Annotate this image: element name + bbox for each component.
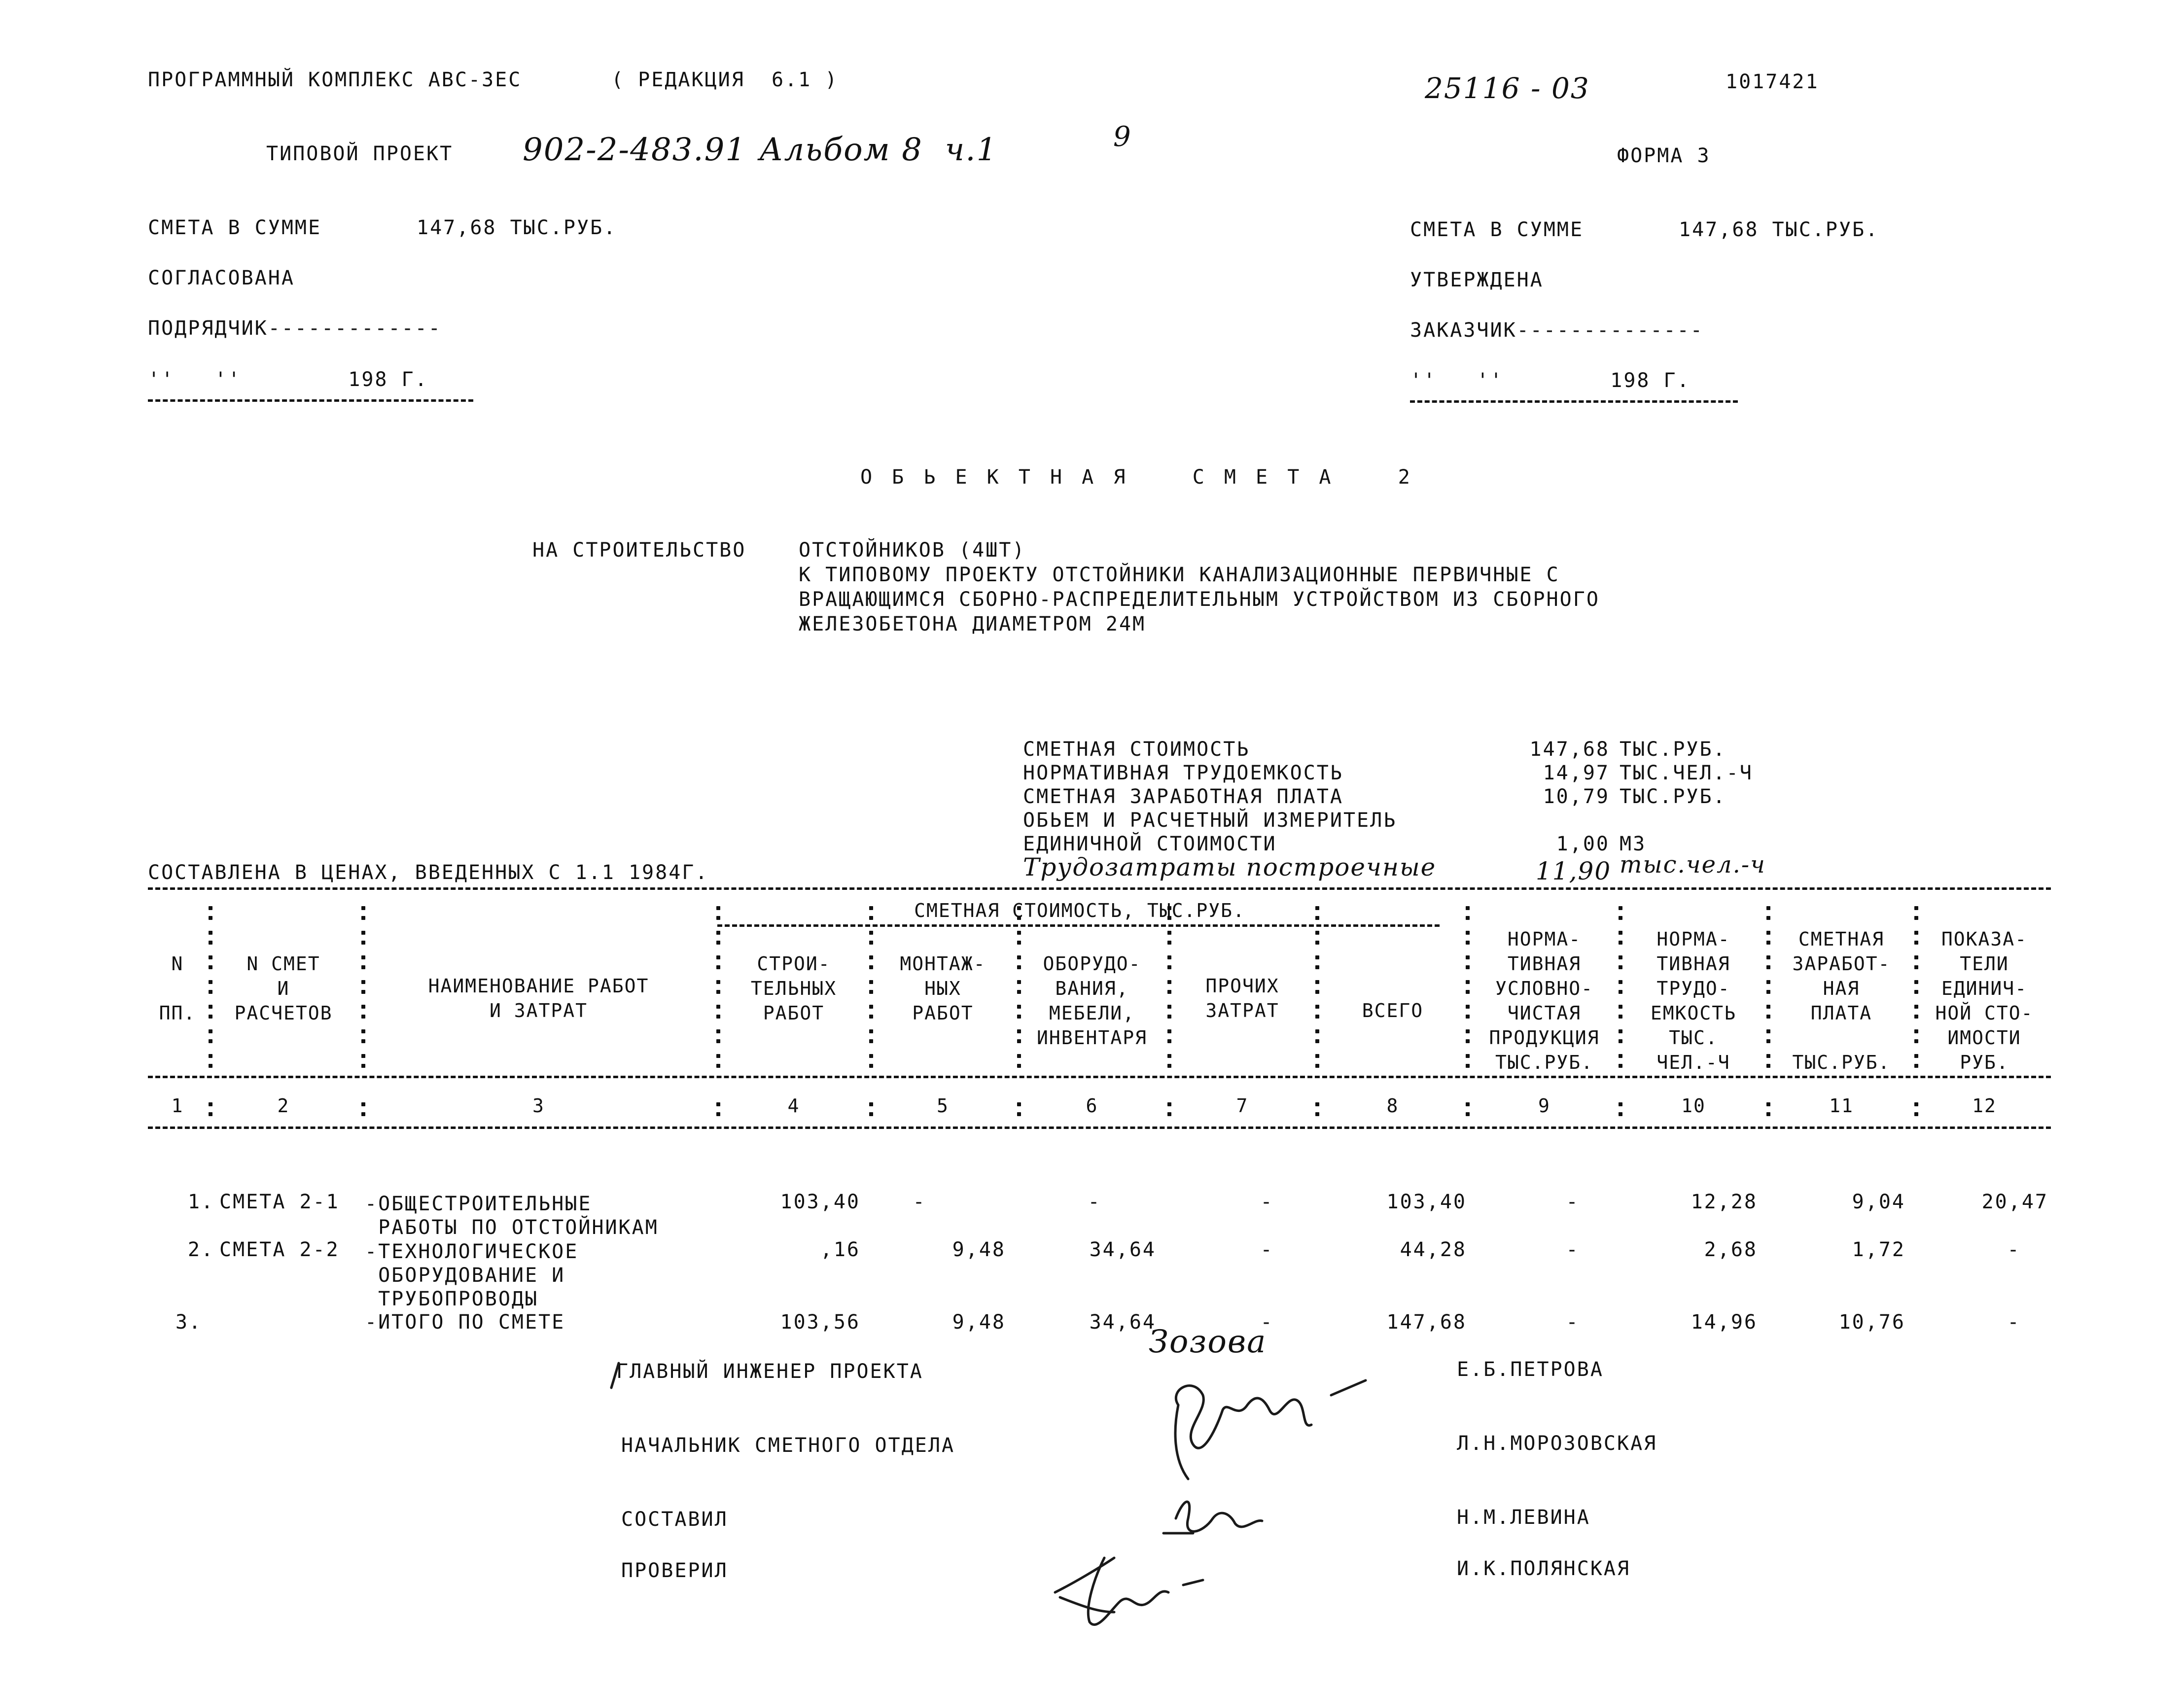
row3-c9: - <box>1566 1311 1580 1334</box>
subject-line-1: ОТСТОЙНИКОВ (4ШТ) <box>799 539 1026 562</box>
subject-line-4: ЖЕЛЕЗОБЕТОНА ДИАМЕТРОМ 24М <box>799 613 1146 635</box>
header-col-2: N СМЕТ И РАСЧЕТОВ <box>234 953 333 1024</box>
row1-c9: - <box>1566 1191 1580 1213</box>
summary-label-cost: СМЕТНАЯ СТОИМОСТЬ <box>1023 738 1250 761</box>
col-number-5: 5 <box>937 1095 949 1117</box>
signature-role-compiled: СОСТАВИЛ <box>621 1508 728 1531</box>
col-number-7: 7 <box>1236 1095 1249 1117</box>
col-number-1: 1 <box>171 1095 184 1117</box>
subject-line-3: ВРАЩАЮЩИМСЯ СБОРНО-РАСПРЕДЕЛИТЕЛЬНЫМ УСТРОЙСТВОМ ИЗ СБОРНОГО <box>799 588 1600 611</box>
row2-c6: 34,64 <box>1089 1238 1156 1261</box>
col-number-8: 8 <box>1386 1095 1399 1117</box>
group-header: СМЕТНАЯ СТОИМОСТЬ, ТЫС.РУБ. <box>914 900 1245 921</box>
row3-c10: 14,96 <box>1691 1311 1758 1334</box>
row3-name: -ИТОГО ПО СМЕТЕ <box>365 1311 565 1334</box>
slash-mark <box>611 1363 619 1388</box>
row2-c8: 44,28 <box>1400 1238 1467 1261</box>
approved-label: УТВЕРЖДЕНА <box>1410 269 1544 291</box>
handwritten-code: 25116 - 03 <box>1425 71 1590 105</box>
row1-c11: 9,04 <box>1852 1191 1905 1213</box>
summary-unit-unit-cost: М3 <box>1620 833 1647 855</box>
signature-scribble-1 <box>1175 1380 1366 1479</box>
row1-c7: - <box>1260 1191 1274 1213</box>
signature-role-chief-engineer: ГЛАВНЫЙ ИНЖЕНЕР ПРОЕКТА <box>616 1360 923 1383</box>
summary-unit-wages: ТЫС.РУБ. <box>1620 785 1726 808</box>
handwritten-page: 9 <box>1113 121 1132 153</box>
left-sum-label: СМЕТА В СУММЕ <box>148 216 322 239</box>
summary-label-volume: ОБЬЕМ И РАСЧЕТНЫЙ ИЗМЕРИТЕЛЬ <box>1023 809 1397 832</box>
row1-c6: - <box>1088 1191 1101 1213</box>
col-number-9: 9 <box>1538 1095 1550 1117</box>
row1-c5: - <box>913 1191 926 1213</box>
handwritten-labor-label: Трудозатраты построечные <box>1023 853 1437 881</box>
right-sum-label: СМЕТА В СУММЕ <box>1410 218 1584 241</box>
form-label: ФОРМА 3 <box>1617 144 1711 167</box>
row1-n: 1. <box>187 1191 214 1213</box>
summary-value-wages: 10,79 <box>1543 785 1610 808</box>
col-number-6: 6 <box>1086 1095 1098 1117</box>
col-number-10: 10 <box>1681 1095 1706 1117</box>
subject-line-2: К ТИПОВОМУ ПРОЕКТУ ОТСТОЙНИКИ КАНАЛИЗАЦИОННЫЕ ПЕРВИЧНЫЕ С <box>799 563 1560 586</box>
header-col-7: ПРОЧИХ ЗАТРАТ <box>1205 975 1279 1021</box>
subject-label: НА СТРОИТЕЛЬСТВО <box>532 539 746 562</box>
row1-c12: 20,47 <box>1981 1191 2048 1213</box>
row3-c5: 9,48 <box>952 1311 1006 1334</box>
signature-name-compiled: Н.М.ЛЕВИНА <box>1457 1506 1590 1529</box>
row2-smeta: СМЕТА 2-2 <box>219 1238 340 1261</box>
row3-c7: - <box>1260 1311 1274 1334</box>
row1-c8: 103,40 <box>1386 1191 1467 1213</box>
handwritten-labor-unit: тыс.чел.-ч <box>1620 851 1766 879</box>
header-col-1: N ПП. <box>159 953 196 1024</box>
signature-scribble-2 <box>1163 1502 1262 1533</box>
row2-c7: - <box>1260 1238 1274 1261</box>
row1-name: -ОБЩЕСТРОИТЕЛЬНЫЕ РАБОТЫ ПО ОТСТОЙНИКАМ <box>365 1193 659 1239</box>
col-number-3: 3 <box>532 1095 545 1117</box>
header-col-11: СМЕТНАЯ ЗАРАБОТ- НАЯ ПЛАТА ТЫС.РУБ. <box>1792 928 1891 1073</box>
header-col-3: НАИМЕНОВАНИЕ РАБОТ И ЗАТРАТ <box>428 975 649 1021</box>
row2-name: -ТЕХНОЛОГИЧЕСКОЕ ОБОРУДОВАНИЕ И ТРУБОПРОВОДЫ <box>365 1240 579 1310</box>
customer-label: ЗАКАЗЧИК-------------- <box>1410 319 1704 342</box>
document-title: О Б Ь Е К Т Н А Я С М Е Т А 2 <box>860 466 1414 489</box>
left-date: '' '' 198 Г. <box>148 368 428 391</box>
row2-c9: - <box>1566 1238 1580 1261</box>
row2-c12: - <box>2007 1238 2021 1261</box>
agreed-label: СОГЛАСОВАНА <box>148 267 295 289</box>
summary-value-unit-cost: 1,00 <box>1556 833 1610 855</box>
summary-label-wages: СМЕТНАЯ ЗАРАБОТНАЯ ПЛАТА <box>1023 785 1343 808</box>
row1-smeta: СМЕТА 2-1 <box>219 1191 340 1213</box>
project-label: ТИПОВОЙ ПРОЕКТ <box>266 142 454 165</box>
row3-c8: 147,68 <box>1386 1311 1467 1334</box>
summary-label-unit-cost: ЕДИНИЧНОЙ СТОИМОСТИ <box>1023 833 1277 855</box>
row2-c10: 2,68 <box>1704 1238 1758 1261</box>
row2-n: 2. <box>187 1238 214 1261</box>
row2-c4: ,16 <box>820 1238 860 1261</box>
signature-name-checked: И.К.ПОЛЯНСКАЯ <box>1457 1557 1631 1580</box>
row3-n: 3. <box>175 1311 202 1334</box>
right-date: '' '' 198 Г. <box>1410 369 1691 392</box>
summary-unit-cost: ТЫС.РУБ. <box>1620 738 1726 761</box>
row3-c4: 103,56 <box>780 1311 860 1334</box>
col-number-12: 12 <box>1972 1095 1997 1117</box>
header-col-10: НОРМА- ТИВНАЯ ТРУДО- ЕМКОСТЬ ТЫС. ЧЕЛ.-Ч <box>1650 928 1737 1073</box>
header-col-12: ПОКАЗА- ТЕЛИ ЕДИНИЧ- НОЙ СТО- ИМОСТИ РУБ. <box>1935 928 2034 1073</box>
edition: ( РЕДАКЦИЯ 6.1 ) <box>611 69 839 91</box>
col-number-2: 2 <box>277 1095 290 1117</box>
col-number-4: 4 <box>787 1095 800 1117</box>
row1-c4: 103,40 <box>780 1191 860 1213</box>
row2-c11: 1,72 <box>1852 1238 1905 1261</box>
handwritten-labor-value: 11,90 <box>1536 857 1612 885</box>
row3-c11: 10,76 <box>1838 1311 1905 1334</box>
prices-note: СОСТАВЛЕНА В ЦЕНАХ, ВВЕДЕННЫХ С 1.1 1984Г. <box>148 861 709 884</box>
summary-value-cost: 147,68 <box>1529 738 1610 761</box>
doc-number: 1017421 <box>1726 70 1819 93</box>
summary-value-labor: 14,97 <box>1543 762 1610 784</box>
header-col-9: НОРМА- ТИВНАЯ УСЛОВНО- ЧИСТАЯ ПРОДУКЦИЯ ТЫС.РУБ. <box>1489 928 1600 1073</box>
header-col-5: МОНТАЖ- НЫХ РАБОТ <box>900 953 986 1024</box>
signature-role-estimate-head: НАЧАЛЬНИК СМЕТНОГО ОТДЕЛА <box>621 1434 955 1457</box>
row3-c12: - <box>2007 1311 2021 1334</box>
row2-c5: 9,48 <box>952 1238 1006 1261</box>
handwritten-project: 902-2-483.91 <box>523 132 747 168</box>
col-number-11: 11 <box>1829 1095 1854 1117</box>
handwritten-signature-name: Зозова <box>1149 1324 1267 1360</box>
right-sum-value: 147,68 ТЫС.РУБ. <box>1679 218 1879 241</box>
signature-name-estimate-head: Л.Н.МОРОЗОВСКАЯ <box>1457 1432 1657 1455</box>
signature-name-chief-engineer: Е.Б.ПЕТРОВА <box>1457 1358 1604 1381</box>
program-name: ПРОГРАММНЫЙ КОМПЛЕКС АВС-3ЕС <box>148 69 522 91</box>
summary-label-labor: НОРМАТИВНАЯ ТРУДОЕМКОСТЬ <box>1023 762 1343 784</box>
summary-unit-labor: ТЫС.ЧЕЛ.-Ч <box>1620 762 1753 784</box>
header-col-8: ВСЕГО <box>1362 1000 1424 1021</box>
header-col-4: СТРОИ- ТЕЛЬНЫХ РАБОТ <box>750 953 837 1024</box>
signature-scribble-3 <box>1055 1558 1203 1624</box>
left-sum-value: 147,68 ТЫС.РУБ. <box>417 216 617 239</box>
signature-role-checked: ПРОВЕРИЛ <box>621 1559 728 1582</box>
header-col-6: ОБОРУДО- ВАНИЯ, МЕБЕЛИ, ИНВЕНТАРЯ <box>1037 953 1147 1049</box>
contractor-label: ПОДРЯДЧИК------------- <box>148 317 442 340</box>
row1-c10: 12,28 <box>1691 1191 1758 1213</box>
row3-c6: 34,64 <box>1089 1311 1156 1334</box>
handwritten-album: Альбом 8 ч.1 <box>759 132 998 168</box>
